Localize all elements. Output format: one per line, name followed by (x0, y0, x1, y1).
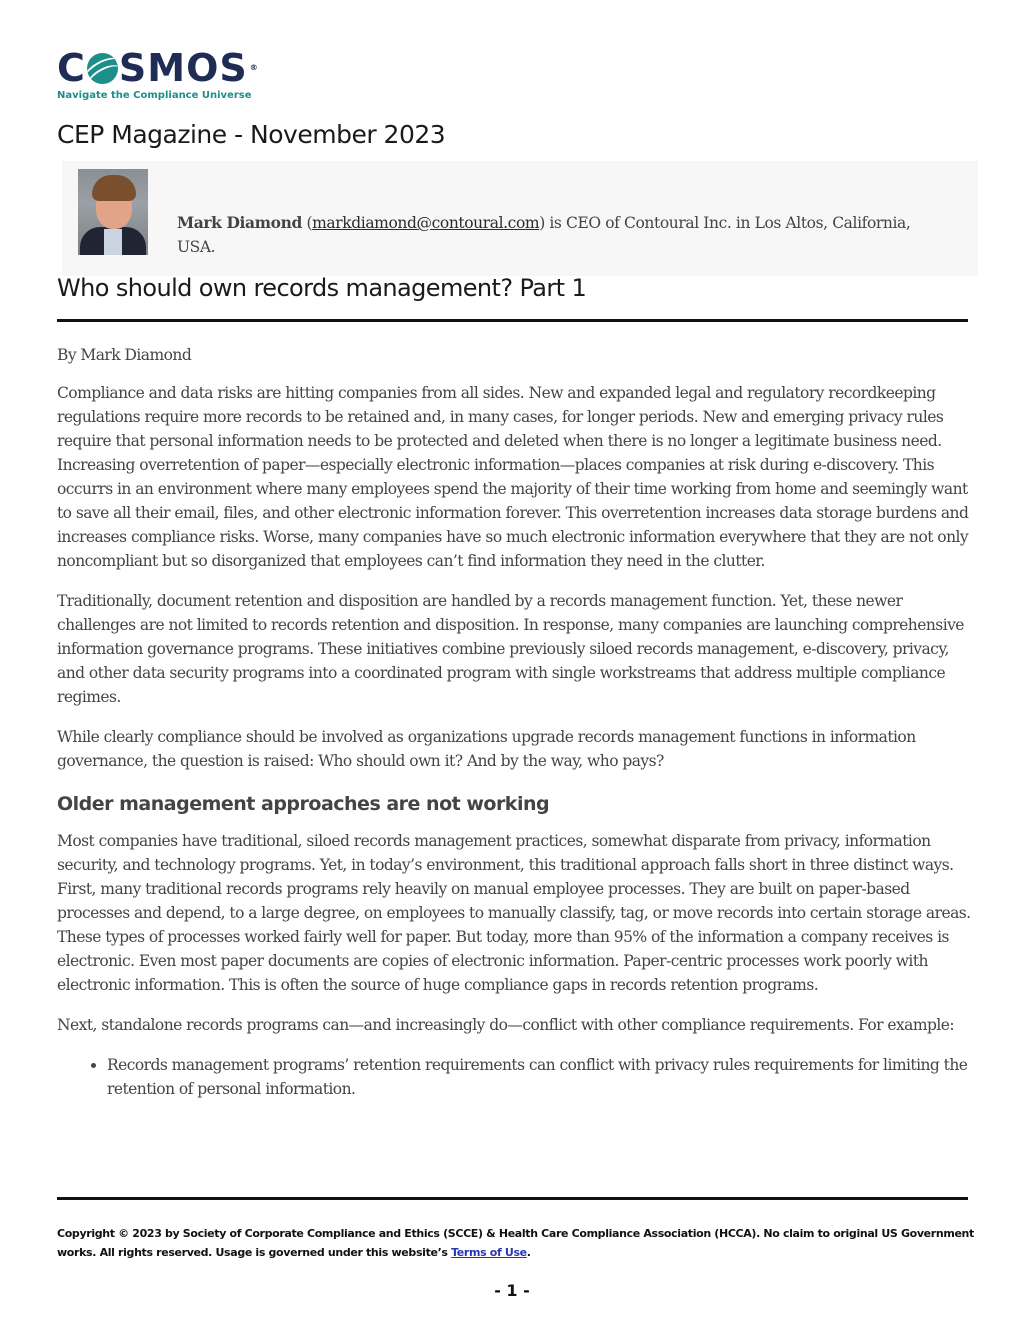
paragraph: Traditionally, document retention and disposition are handled by a records management function. Yet, these newer challenges are not limited to records retention and disposition. In response, many companies are launching comprehensive information governance programs. These initiatives combine previously siloed records management, e-discovery, privacy, and other data security programs into a coordinated program with single workstreams that address multiple compliance regimes. (57, 592, 964, 706)
author-bio-box (62, 161, 978, 276)
bullet-list (57, 1053, 977, 1101)
registered-mark: ® (249, 63, 259, 72)
bullet-item: • Records management programs’ retention requirements can conflict with privacy rules requirements for limiting the retention of personal information. (107, 1053, 977, 1101)
page-number: - 1 - (494, 1281, 530, 1300)
author-photo (78, 169, 148, 255)
magazine-issue-title: CEP Magazine - November 2023 (57, 120, 446, 149)
author-bio-text (177, 211, 937, 259)
logo-tagline: Navigate the Compliance Universe (57, 90, 252, 101)
cosmos-logo (57, 48, 267, 104)
paragraph: While clearly compliance should be involved as organizations upgrade records management functions in information governance, the question is raised: Who should own it? And by the way, who pays? (57, 728, 916, 770)
logo-letters-smos: SMOS (118, 46, 248, 90)
paragraph: Next, standalone records programs can—and increasingly do—conflict with other compliance requirements. For example: (57, 1016, 955, 1034)
title-divider (57, 319, 968, 322)
photo-hair (92, 175, 136, 201)
bio-paren-open: ( (301, 214, 313, 232)
bio-description: ) is CEO of Contoural Inc. in Los Altos, California, USA. (177, 214, 911, 256)
article-title: Who should own records management? Part 1 (57, 274, 587, 302)
article-body (57, 343, 977, 1101)
footer-divider (57, 1197, 968, 1200)
copyright-end: . (526, 1246, 531, 1259)
byline: By Mark Diamond (57, 346, 192, 364)
author-name: Mark Diamond (177, 213, 302, 232)
paragraph: Most companies have traditional, siloed records management practices, somewhat disparate from privacy, information security, and technology programs. Yet, in today’s environment, this traditional approach falls short in three distinct ways. First, many traditional records programs rely heavily on manual employee processes. They are built on paper-based processes and depend, to a large degree, on employees to manually classify, tag, or move records into certain storage areas. These types of processes worked fairly well for paper. But today, more than 95% of the information a company receives is electronic. Even most paper documents are copies of electronic information. Paper-centric processes work poorly with electronic information. This is often the source of huge compliance gaps in records retention programs. (57, 832, 971, 994)
section-heading: Older management approaches are not working (57, 793, 550, 815)
author-email-link[interactable]: markdiamond@contoural.com (312, 214, 540, 232)
paragraph: Compliance and data risks are hitting companies from all sides. New and expanded legal and regulatory recordkeeping regulations require more records to be retained and, in many cases, for longer periods. New and emerging privacy rules require that personal information needs to be protected and deleted when there is no longer a legitimate business need. Increasing overretention of paper—especially electronic information—places companies at risk during e-discovery. This occurrs in an environment where many employees spend the majority of their time working from home and seemingly want to save all their email, files, and other electronic information forever. This overretention increases data storage burdens and increases compliance risks. Worse, many companies have so much electronic information everywhere that they are not only noncompliant but so disorganized that employees can’t find information they need in the clutter. (57, 384, 969, 570)
logo-letter-c: C (57, 46, 86, 90)
logo-wordmark (57, 48, 267, 88)
globe-icon (87, 53, 118, 84)
terms-of-use-link[interactable]: Terms of Use (451, 1246, 527, 1259)
photo-shirt (104, 229, 122, 255)
copyright-footer (57, 1224, 977, 1262)
copyright-text: Copyright © 2023 by Society of Corporate Compliance and Ethics (SCCE) & Health Care Compliance Association (HCCA). No claim to original US Government works. All rights reserved. Usage is governed under this website’s (57, 1227, 974, 1259)
